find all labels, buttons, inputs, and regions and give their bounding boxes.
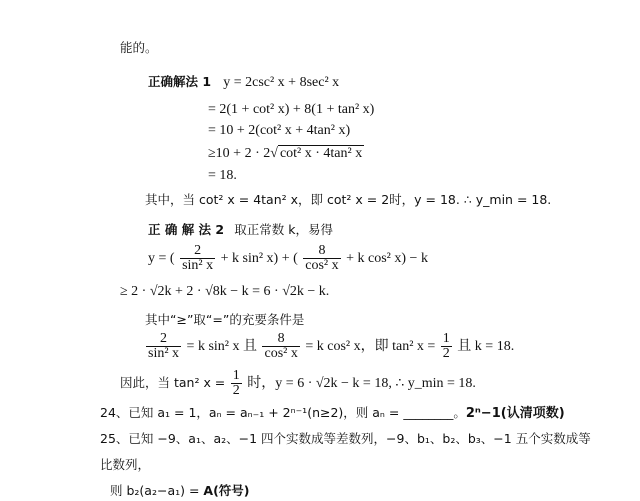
eq-a-middle: + k sin² x) + ( bbox=[220, 251, 298, 266]
fraction-1-over-2 bbox=[231, 369, 242, 398]
question-25-line-2: 比数列， bbox=[100, 457, 151, 472]
solution-1-note: 其中，当 cot² x = 4tan² x，即 cot² x = 2时，y = 18. ∴ y_min = 18. bbox=[145, 192, 552, 207]
solution-2-equation-b: ≥ 2 · √2k + 2 · √8k − k = 6 · √2k − k. bbox=[120, 284, 330, 299]
fraction-denominator: 2 bbox=[232, 383, 240, 399]
solution-2-header bbox=[148, 222, 333, 239]
solution-1-step-5: = 18. bbox=[208, 168, 237, 183]
fraction-8-over-cos2x bbox=[303, 244, 340, 273]
eq-a-prefix: y = ( bbox=[148, 251, 175, 266]
solution-1-step-4: ≥10 + 2 · 2√ cot² x · 4tan² x bbox=[208, 146, 363, 161]
solution-2-label: 正 确 解 法 2 bbox=[148, 222, 225, 237]
condition-middle: = k sin² x 且 bbox=[186, 339, 257, 354]
fraction-numerator: 2 bbox=[180, 244, 215, 259]
fraction-numerator: 8 bbox=[262, 332, 299, 347]
condition-end-a: = k cos² x，即 tan² x = bbox=[305, 339, 436, 354]
solution-1-header bbox=[148, 74, 339, 91]
continuation-text: 能的。 bbox=[120, 40, 158, 55]
therefore-end: 时，y = 6 · √2k − k = 18, ∴ y_min = 18. bbox=[247, 376, 476, 391]
step-4-prefix: ≥10 + 2 · 2 bbox=[208, 146, 271, 161]
question-24 bbox=[100, 405, 565, 422]
therefore-prefix: 因此，当 tan² x = bbox=[120, 375, 226, 390]
eq-a-end: + k cos² x) − k bbox=[346, 251, 428, 266]
condition-text: 其中“≥”取“=”的充要条件是 bbox=[145, 312, 305, 327]
question-25-expression: 则 b₂(a₂−a₁) = bbox=[110, 483, 200, 498]
fraction-2-over-sin2x bbox=[180, 244, 215, 273]
fraction-numerator: 8 bbox=[303, 244, 340, 259]
fraction-1-over-2 bbox=[441, 332, 452, 361]
step-4-radicand: cot² x · 4tan² x bbox=[279, 146, 363, 161]
solution-1-equation: y = 2csc² x + 8sec² x bbox=[223, 75, 340, 90]
fraction-denominator: sin² x bbox=[148, 346, 180, 362]
fraction-numerator: 2 bbox=[146, 332, 181, 347]
fraction-denominator: 2 bbox=[442, 346, 450, 362]
fraction-2-over-sin2x bbox=[146, 332, 181, 361]
solution-1-step-3: = 10 + 2(cot² x + 4tan² x) bbox=[208, 123, 351, 138]
solution-2-intro: 取正常数 k，易得 bbox=[234, 222, 333, 237]
question-24-answer: 2ⁿ−1(认清项数) bbox=[465, 406, 565, 421]
condition-end-b: 且 k = 18. bbox=[457, 339, 515, 354]
question-24-text: 24、已知 a₁ = 1，aₙ = aₙ₋₁ + 2ⁿ⁻¹(n≥2)，则 aₙ = ________。 bbox=[100, 405, 466, 420]
solution-2-equation-a bbox=[148, 242, 428, 276]
solution-1-step-2: = 2(1 + cot² x) + 8(1 + tan² x) bbox=[208, 102, 375, 117]
fraction-8-over-cos2x bbox=[262, 332, 299, 361]
question-25-line-3 bbox=[110, 483, 250, 499]
therefore-line bbox=[120, 366, 476, 401]
fraction-denominator: sin² x bbox=[182, 258, 214, 274]
fraction-denominator: cos² x bbox=[264, 346, 298, 362]
fraction-numerator: 1 bbox=[442, 331, 450, 347]
question-25-answer: A(符号) bbox=[203, 483, 250, 498]
solution-1-label: 正确解法 1 bbox=[148, 74, 212, 89]
fraction-denominator: cos² x bbox=[305, 258, 339, 274]
condition-equation bbox=[144, 330, 514, 364]
fraction-numerator: 1 bbox=[232, 368, 240, 384]
question-25-line-1: 25、已知 −9、a₁、a₂、−1 四个实数成等差数列，−9、b₁、b₂、b₃、−1 五个实数成等 bbox=[100, 431, 591, 446]
